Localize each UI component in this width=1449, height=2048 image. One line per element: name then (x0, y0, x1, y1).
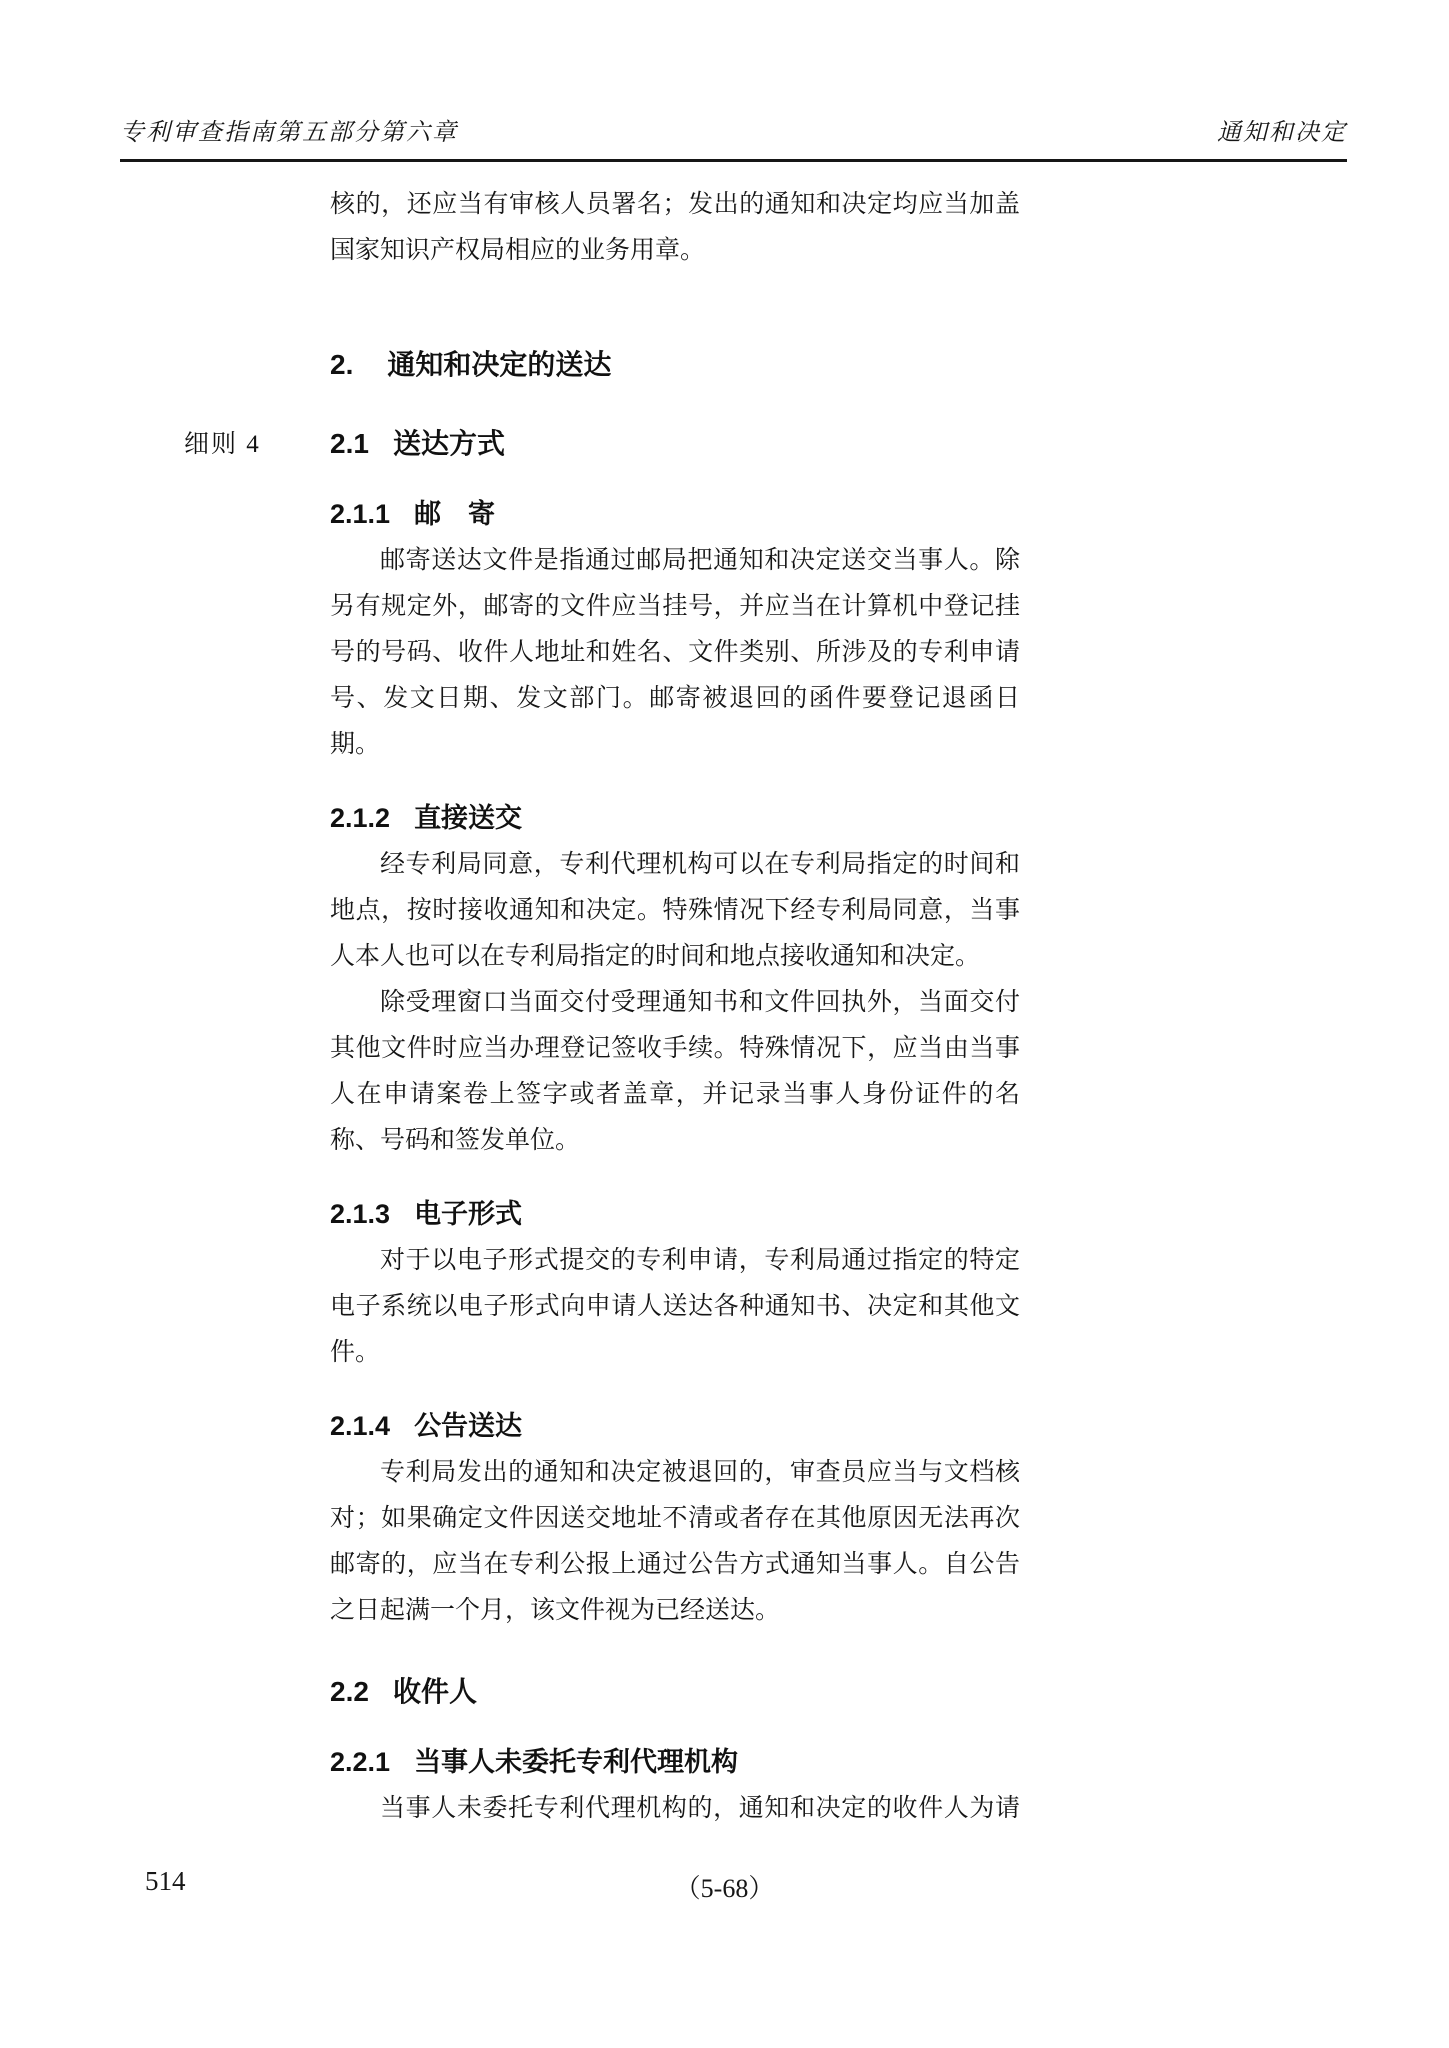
section-2-1-4-number: 2.1.4 (330, 1411, 391, 1441)
section-2-1-2-title: 直接送交 (414, 803, 523, 833)
section-2-2-1-title: 当事人未委托专利代理机构 (414, 1747, 739, 1777)
page-content (184, 182, 1020, 1832)
section-2-1-1-number: 2.1.1 (330, 499, 391, 529)
header-left-title: 专利审查指南第五部分第六章 (120, 120, 458, 146)
section-2-1-number: 2.1 (330, 428, 369, 459)
section-2-1-4-heading (330, 1406, 1020, 1446)
section-2-1-3-title: 电子形式 (414, 1199, 523, 1229)
paragraph: 经专利局同意，专利代理机构可以在专利局指定的时间和地点，按时接收通知和决定。特殊情况下经专利局同意，当事人本人也可以在专利局指定的时间和地点接收通知和决定。 (330, 851, 1020, 970)
section-2-2-number: 2.2 (330, 1676, 369, 1707)
section-2-2-1-number: 2.2.1 (330, 1747, 391, 1777)
paragraph: 邮寄送达文件是指通过邮局把通知和决定送交当事人。除另有规定外，邮寄的文件应当挂号，并应当在计算机中登记挂号的号码、收件人地址和姓名、文件类别、所涉及的专利申请号、发文日期、发文部门。邮寄被退回的函件要登记退函日期。 (330, 547, 1020, 758)
continuation-paragraph: 核的，还应当有审核人员署名；发出的通知和决定均应当加盖国家知识产权局相应的业务用章。 (330, 191, 1020, 264)
section-2-1-4-title: 公告送达 (414, 1411, 523, 1441)
page-number: 514 (145, 1866, 186, 1896)
section-2-1-1-heading (330, 494, 1020, 534)
section-2-number: 2. (330, 349, 354, 380)
section-2-2-title: 收件人 (392, 1676, 477, 1707)
section-2-1-3-number: 2.1.3 (330, 1199, 391, 1229)
page-header (120, 112, 1347, 162)
paragraph: 除受理窗口当面交付受理通知书和文件回执外，当面交付其他文件时应当办理登记签收手续。特殊情况下，应当由当事人在申请案卷上签字或者盖章，并记录当事人身份证件的名称、号码和签发单位。 (330, 989, 1020, 1154)
section-2-title: 通知和决定的送达 (387, 349, 612, 380)
section-2-2-1-heading (330, 1742, 1020, 1782)
section-2-1-1-title: 邮 寄 (414, 499, 496, 529)
section-page-label: （5-68） (674, 1874, 775, 1903)
section-2-1-title: 送达方式 (392, 428, 505, 459)
section-2-heading (330, 344, 1020, 386)
margin-note-rule-4: 细则 4 (184, 431, 261, 458)
paragraph-page-cutoff: 当事人未委托专利代理机构的，通知和决定的收件人为请 (380, 1795, 1020, 1822)
section-2-1-3-heading (330, 1194, 1020, 1234)
paragraph: 对于以电子形式提交的专利申请，专利局通过指定的特定电子系统以电子形式向申请人送达各种通知书、决定和其他文件。 (330, 1247, 1020, 1366)
section-2-2-heading (330, 1672, 1020, 1712)
paragraph: 专利局发出的通知和决定被退回的，审查员应当与文档核对；如果确定文件因送交地址不清或者存在其他原因无法再次邮寄的，应当在专利公报上通过公告方式通知当事人。自公告之日起满一个月，该文件视为已经送达。 (330, 1459, 1020, 1624)
header-right-title: 通知和决定 (1217, 120, 1347, 146)
section-2-1-2-heading (330, 798, 1020, 838)
section-2-1-heading (184, 424, 1020, 464)
section-2-1-2-number: 2.1.2 (330, 803, 391, 833)
